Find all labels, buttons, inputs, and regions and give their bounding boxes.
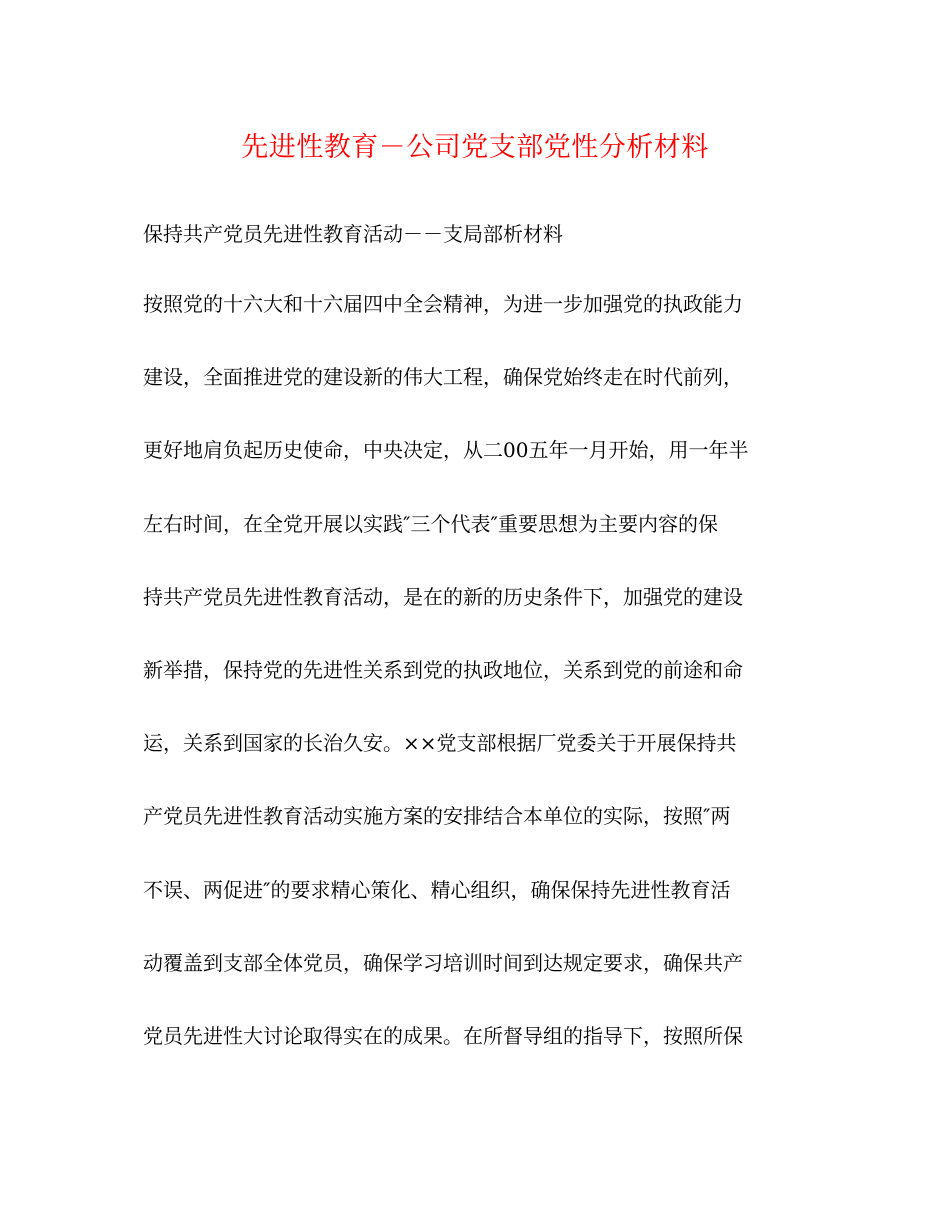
body-line: 持共产党员先进性教育活动，是在的新的历史条件下，加强党的建设 — [143, 584, 743, 609]
body-line: 新举措，保持党的先进性关系到党的执政地位，关系到党的前途和命 — [143, 657, 743, 682]
body-line: 更好地肩负起历史使命，中央决定，从二00五年一月开始，用一年半 — [143, 438, 749, 463]
body-line: 产党员先进性教育活动实施方案的安排结合本单位的实际，按照″两 — [143, 804, 731, 829]
body-line: 按照党的十六大和十六届四中全会精神，为进一步加强党的执政能力 — [143, 292, 743, 316]
body-line: 不误、两促进″的要求精心策化、精心组织，确保保持先进性教育活 — [143, 877, 731, 902]
body-line: 建设，全面推进党的建设新的伟大工程，确保党始终走在时代前列， — [143, 365, 743, 390]
document-subtitle: 保持共产党员先进性教育活动－－支局部析材料 — [143, 222, 563, 246]
body-line: 党员先进性大讨论取得实在的成果。在所督导组的指导下，按照所保 — [143, 1023, 743, 1048]
document-body — [143, 288, 813, 1093]
body-line: 动覆盖到支部全体党员，确保学习培训时间到达规定要求，确保共产 — [143, 950, 743, 975]
body-line: 运，关系到国家的长治久安。××党支部根据厂党委关于开展保持共 — [143, 731, 737, 756]
document-title: 先进性教育－公司党支部党性分析材料 — [241, 132, 709, 163]
body-line: 左右时间，在全党开展以实践″三个代表″重要思想为主要内容的保 — [143, 511, 718, 536]
